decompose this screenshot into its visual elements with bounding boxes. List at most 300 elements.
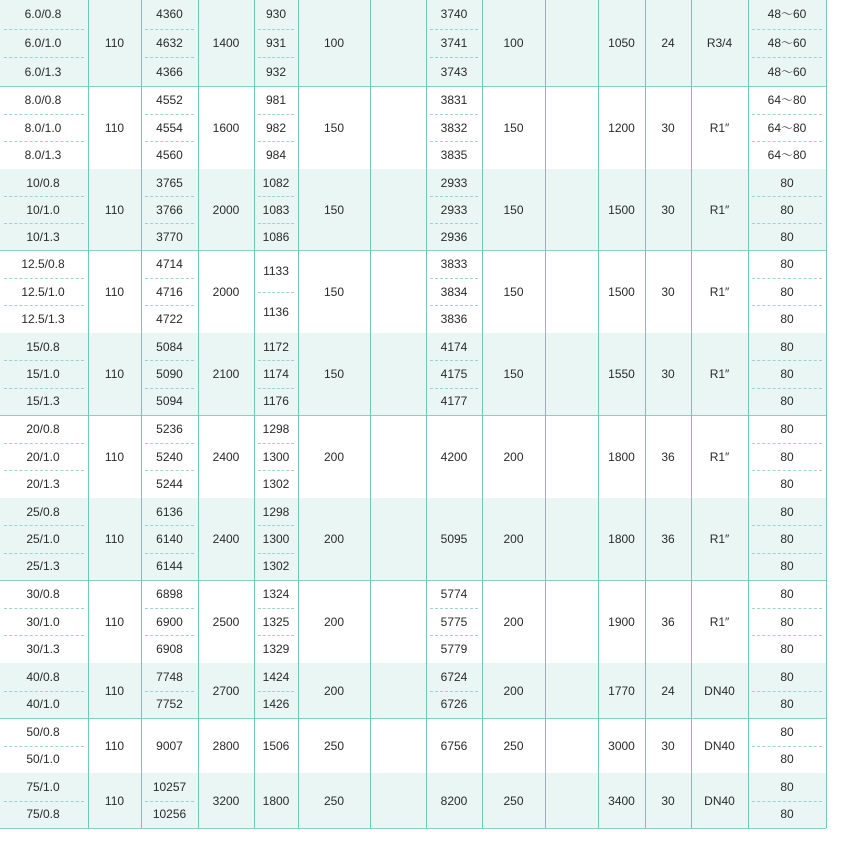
row-divider <box>752 470 822 471</box>
model-cell: 6.0/0.8 <box>24 7 62 22</box>
spec-cell: 24 <box>661 36 675 50</box>
spec-cell: 200 <box>323 449 345 464</box>
spec-cell: R1″ <box>709 614 730 629</box>
spec-cell: 80 <box>780 477 794 492</box>
spec-cell: 80 <box>780 642 794 657</box>
spec-cell: 2800 <box>212 738 240 753</box>
row-divider <box>752 608 822 609</box>
row-divider <box>145 801 194 802</box>
spec-cell: 6908 <box>156 642 183 657</box>
spec-cell: 80 <box>780 339 794 354</box>
spec-cell: 80 <box>780 312 794 327</box>
spec-cell: R1″ <box>709 202 730 217</box>
column-divider <box>88 0 89 828</box>
spec-cell: 3834 <box>440 284 468 299</box>
row-divider <box>4 801 84 802</box>
table-row-group <box>0 0 826 86</box>
model-cell: 40/0.8 <box>26 669 60 684</box>
spec-cell: 3770 <box>156 229 183 244</box>
row-divider <box>4 525 84 526</box>
spec-cell: 3000 <box>608 738 635 753</box>
spec-cell: 110 <box>104 449 125 464</box>
row-divider <box>258 196 294 197</box>
model-cell: 30/0.8 <box>26 586 60 601</box>
row-divider <box>4 196 84 197</box>
spec-cell: 200 <box>323 614 345 629</box>
row-divider <box>430 388 478 389</box>
spec-cell: 110 <box>104 36 125 50</box>
spec-cell: 80 <box>780 779 794 794</box>
spec-cell: 200 <box>503 532 524 546</box>
model-cell: 10/1.0 <box>26 202 60 217</box>
spec-cell: 200 <box>503 614 524 629</box>
spec-cell: 1500 <box>608 202 635 217</box>
spec-cell: 100 <box>503 36 524 50</box>
spec-cell: 1424 <box>262 669 290 684</box>
spec-cell: 1200 <box>608 120 635 135</box>
spec-cell: 80 <box>780 256 794 271</box>
spec-cell: 1174 <box>263 367 289 381</box>
model-cell: 10/1.3 <box>26 229 60 244</box>
spec-cell: 250 <box>323 738 345 753</box>
spec-cell: 80 <box>780 394 794 409</box>
spec-cell: 4716 <box>156 284 183 299</box>
spec-cell: R1″ <box>709 120 730 135</box>
spec-cell: 4632 <box>156 36 183 50</box>
row-divider <box>430 29 478 30</box>
spec-cell: 2500 <box>212 614 240 629</box>
model-cell: 6.0/1.3 <box>24 64 62 79</box>
spec-cell: R1″ <box>709 449 730 464</box>
spec-cell: 80 <box>780 175 794 190</box>
spec-cell: 6140 <box>156 532 183 546</box>
row-divider <box>258 57 294 58</box>
table-row-group <box>0 415 826 498</box>
spec-cell: 1136 <box>263 305 289 320</box>
model-cell: 10/0.8 <box>26 175 60 190</box>
spec-cell: 1298 <box>262 504 290 519</box>
row-divider <box>258 292 294 293</box>
spec-cell: 48～60 <box>767 7 807 22</box>
model-cell: 6.0/1.0 <box>24 36 62 50</box>
model-cell: 20/0.8 <box>26 421 60 436</box>
spec-cell: 30 <box>661 284 675 299</box>
spec-cell: 7752 <box>156 697 183 712</box>
spec-cell: 10256 <box>152 807 187 822</box>
row-divider <box>258 360 294 361</box>
spec-cell: 1086 <box>262 229 290 244</box>
table-row-group <box>0 498 826 580</box>
row-divider <box>145 223 194 224</box>
row-divider <box>258 691 294 692</box>
row-divider <box>430 360 478 361</box>
table-row-group <box>0 718 826 773</box>
row-divider <box>430 114 478 115</box>
spec-cell: 80 <box>780 449 794 464</box>
spec-cell: 1298 <box>262 421 290 436</box>
row-divider <box>430 196 478 197</box>
spec-cell: R3/4 <box>706 36 733 50</box>
column-divider <box>482 0 483 828</box>
spec-cell: 5779 <box>440 642 468 657</box>
row-divider <box>752 801 822 802</box>
spec-cell: 250 <box>323 793 345 808</box>
spec-cell: 1300 <box>262 449 290 464</box>
spec-cell: 64～80 <box>767 120 807 135</box>
column-divider <box>254 0 255 828</box>
spec-cell: 150 <box>503 284 524 299</box>
spec-cell: 2400 <box>212 449 240 464</box>
spec-cell: 1800 <box>608 449 635 464</box>
spec-cell: 110 <box>104 532 125 546</box>
spec-cell: 1302 <box>262 559 290 574</box>
table-row-group <box>0 333 826 415</box>
row-divider <box>145 525 194 526</box>
column-divider <box>748 0 749 828</box>
spec-cell: 1600 <box>212 120 240 135</box>
spec-cell: 36 <box>661 449 675 464</box>
spec-cell: R1″ <box>709 284 730 299</box>
row-divider <box>4 114 84 115</box>
row-divider <box>258 608 294 609</box>
row-divider <box>4 223 84 224</box>
spec-cell: 3765 <box>156 175 183 190</box>
spec-cell: 931 <box>265 36 287 50</box>
model-cell: 8.0/1.0 <box>24 120 62 135</box>
spec-cell: 4722 <box>156 312 183 327</box>
table-row-group <box>0 169 826 250</box>
spec-cell: 1300 <box>262 532 290 546</box>
row-divider <box>258 388 294 389</box>
spec-cell: 6726 <box>440 697 468 712</box>
row-divider <box>752 443 822 444</box>
spec-cell: 5084 <box>156 339 183 354</box>
model-cell: 25/1.0 <box>26 532 60 546</box>
spec-cell: 200 <box>503 449 524 464</box>
spec-cell: 36 <box>661 532 675 546</box>
row-divider <box>4 553 84 554</box>
model-cell: 20/1.0 <box>26 449 60 464</box>
row-divider <box>4 608 84 609</box>
row-divider <box>258 114 294 115</box>
model-cell: 12.5/1.3 <box>21 312 65 327</box>
spec-cell: 3740 <box>440 7 468 22</box>
table-row-group <box>0 773 826 828</box>
spec-cell: 1324 <box>262 586 290 601</box>
spec-cell: 4200 <box>440 449 468 464</box>
spec-cell: 1400 <box>212 36 240 50</box>
spec-cell: 5094 <box>156 394 183 409</box>
spec-cell: R1″ <box>709 367 730 381</box>
spec-cell: 36 <box>661 614 675 629</box>
row-divider <box>258 141 294 142</box>
row-divider <box>145 305 194 306</box>
row-divider <box>4 470 84 471</box>
row-divider <box>430 635 478 636</box>
row-divider <box>258 525 294 526</box>
row-divider <box>145 608 194 609</box>
spec-cell: 1176 <box>263 394 289 409</box>
spec-cell: 150 <box>503 120 524 135</box>
spec-cell: 4175 <box>440 367 468 381</box>
row-divider <box>145 29 194 30</box>
spec-cell: 4174 <box>440 339 468 354</box>
row-divider <box>145 553 194 554</box>
spec-cell: 80 <box>780 724 794 739</box>
row-divider <box>4 57 84 58</box>
spec-cell: 3833 <box>440 256 468 271</box>
spec-cell: 5774 <box>440 586 468 601</box>
model-cell: 12.5/1.0 <box>21 284 65 299</box>
row-divider <box>752 57 822 58</box>
column-divider <box>598 0 599 828</box>
spec-cell: 4177 <box>440 394 468 409</box>
spec-cell: 200 <box>323 683 345 698</box>
row-divider <box>752 278 822 279</box>
spec-cell: 80 <box>780 367 794 381</box>
spec-cell: 5244 <box>156 477 183 492</box>
row-divider <box>258 470 294 471</box>
spec-cell: 2000 <box>212 284 240 299</box>
model-cell: 30/1.0 <box>26 614 60 629</box>
spec-cell: 80 <box>780 614 794 629</box>
column-divider <box>826 0 827 828</box>
spec-cell: 2700 <box>212 683 240 698</box>
row-divider <box>4 635 84 636</box>
row-divider <box>258 635 294 636</box>
spec-cell: 150 <box>503 367 524 381</box>
spec-cell: 3835 <box>440 148 468 163</box>
column-divider <box>691 0 692 828</box>
spec-cell: 110 <box>104 793 125 808</box>
spec-cell: 1426 <box>262 697 290 712</box>
spec-cell: 2936 <box>440 229 468 244</box>
spec-cell: 4360 <box>156 7 183 22</box>
spec-cell: 80 <box>780 586 794 601</box>
spec-cell: 4552 <box>156 92 183 107</box>
row-divider <box>4 305 84 306</box>
row-divider <box>752 360 822 361</box>
column-divider <box>198 0 199 828</box>
spec-cell: 981 <box>265 92 287 107</box>
spec-cell: DN40 <box>704 793 735 808</box>
row-divider <box>4 278 84 279</box>
spec-cell: 1900 <box>608 614 635 629</box>
spec-cell: 30 <box>661 738 675 753</box>
spec-cell: 80 <box>780 504 794 519</box>
spec-cell: 110 <box>104 202 125 217</box>
spec-cell: 80 <box>780 229 794 244</box>
spec-cell: 64～80 <box>767 92 807 107</box>
row-divider <box>145 360 194 361</box>
spec-cell: 6144 <box>156 559 183 574</box>
spec-cell: 80 <box>780 532 794 546</box>
spec-cell: 80 <box>780 284 794 299</box>
spec-cell: 2000 <box>212 202 240 217</box>
spec-cell: 10257 <box>152 779 187 794</box>
spec-cell: 5775 <box>440 614 468 629</box>
spec-cell: 150 <box>323 284 345 299</box>
row-divider <box>145 114 194 115</box>
row-divider <box>752 635 822 636</box>
spec-cell: 200 <box>323 532 345 546</box>
row-divider <box>752 305 822 306</box>
row-divider <box>752 223 822 224</box>
model-cell: 15/1.3 <box>26 394 60 409</box>
spec-cell: 3200 <box>212 793 240 808</box>
spec-cell: 3831 <box>440 92 468 107</box>
row-divider <box>258 223 294 224</box>
spec-cell: 150 <box>323 367 345 381</box>
row-divider <box>752 691 822 692</box>
spec-cell: 48～60 <box>767 36 807 50</box>
spec-cell: 2400 <box>212 532 240 546</box>
table-row-group <box>0 580 826 663</box>
row-divider <box>430 305 478 306</box>
spec-cell: 1083 <box>262 202 290 217</box>
spec-cell: 8200 <box>440 793 468 808</box>
spec-cell: 110 <box>104 738 125 753</box>
column-divider <box>298 0 299 828</box>
model-cell: 75/1.0 <box>26 779 60 794</box>
row-divider <box>752 29 822 30</box>
row-divider <box>4 141 84 142</box>
spec-cell: 150 <box>323 202 345 217</box>
row-divider <box>752 553 822 554</box>
row-divider <box>752 196 822 197</box>
spec-cell: 6900 <box>156 614 183 629</box>
model-cell: 8.0/1.3 <box>24 148 62 163</box>
spec-cell: 80 <box>780 669 794 684</box>
spec-cell: 1050 <box>608 36 635 50</box>
spec-cell: 1550 <box>608 367 635 381</box>
column-divider <box>645 0 646 828</box>
spec-cell: 4560 <box>156 148 183 163</box>
spec-cell: 24 <box>661 683 675 698</box>
row-divider <box>430 141 478 142</box>
spec-cell: 64～80 <box>767 148 807 163</box>
spec-cell: DN40 <box>704 738 735 753</box>
row-divider <box>430 57 478 58</box>
row-divider <box>4 388 84 389</box>
group-divider <box>0 828 826 829</box>
spec-cell: 80 <box>780 421 794 436</box>
spec-cell: 250 <box>503 738 524 753</box>
model-cell: 25/1.3 <box>26 559 60 574</box>
row-divider <box>4 360 84 361</box>
row-divider <box>752 114 822 115</box>
row-divider <box>258 29 294 30</box>
spec-cell: 200 <box>503 683 524 698</box>
spec-cell: 1500 <box>608 284 635 299</box>
spec-cell: 110 <box>104 614 125 629</box>
spec-cell: 4554 <box>156 120 183 135</box>
row-divider <box>4 29 84 30</box>
row-divider <box>145 635 194 636</box>
spec-cell: 1800 <box>608 532 635 546</box>
spec-cell: 150 <box>503 202 524 217</box>
spec-cell: 250 <box>503 793 524 808</box>
spec-cell: 100 <box>323 36 345 50</box>
spec-cell: 9007 <box>156 738 183 753</box>
spec-cell: 30 <box>661 793 675 808</box>
row-divider <box>145 278 194 279</box>
model-cell: 30/1.3 <box>26 642 60 657</box>
model-cell: 15/0.8 <box>26 339 60 354</box>
model-cell: 15/1.0 <box>26 367 60 381</box>
table-row-group <box>0 86 826 169</box>
spec-cell: 30 <box>661 202 675 217</box>
table-row-group <box>0 663 826 718</box>
row-divider <box>430 608 478 609</box>
row-divider <box>752 746 822 747</box>
spec-cell: 6136 <box>156 504 183 519</box>
column-divider <box>370 0 371 828</box>
spec-cell: 30 <box>661 367 675 381</box>
model-cell: 50/1.0 <box>26 752 60 767</box>
spec-cell: 1302 <box>262 477 290 492</box>
spec-cell: 110 <box>104 367 125 381</box>
spec-cell: 1325 <box>262 614 290 629</box>
spec-cell: 80 <box>780 202 794 217</box>
spec-cell: 3836 <box>440 312 468 327</box>
model-cell: 40/1.0 <box>26 697 60 712</box>
row-divider <box>145 443 194 444</box>
spec-cell: 5236 <box>156 421 183 436</box>
row-divider <box>258 553 294 554</box>
spec-cell: 3743 <box>440 64 468 79</box>
spec-cell: 5090 <box>156 367 183 381</box>
spec-cell: 48～60 <box>767 64 807 79</box>
model-cell: 75/0.8 <box>26 807 60 822</box>
spec-cell: DN40 <box>704 683 735 698</box>
spec-cell: 982 <box>265 120 287 135</box>
spec-cell: 6756 <box>440 738 468 753</box>
spec-cell: 3832 <box>440 120 468 135</box>
model-cell: 12.5/0.8 <box>21 256 65 271</box>
spec-cell: 80 <box>780 697 794 712</box>
row-divider <box>145 470 194 471</box>
spec-cell: 80 <box>780 807 794 822</box>
row-divider <box>752 388 822 389</box>
spec-cell: 984 <box>265 148 287 163</box>
spec-cell: 110 <box>104 683 125 698</box>
row-divider <box>145 196 194 197</box>
spec-cell: 4714 <box>156 256 183 271</box>
row-divider <box>430 691 478 692</box>
model-cell: 50/0.8 <box>26 724 60 739</box>
model-cell: 25/0.8 <box>26 504 60 519</box>
column-divider <box>426 0 427 828</box>
spec-cell: 7748 <box>156 669 183 684</box>
spec-cell: 1329 <box>262 642 290 657</box>
spec-cell: 2933 <box>440 202 468 217</box>
spec-cell: 30 <box>661 120 675 135</box>
spec-cell: 4366 <box>156 64 183 79</box>
spec-cell: 2933 <box>440 175 468 190</box>
model-cell: 8.0/0.8 <box>24 92 62 107</box>
spec-cell: 5095 <box>440 532 468 546</box>
spec-cell: 1800 <box>262 793 290 808</box>
table-row-group <box>0 250 826 333</box>
column-divider <box>141 0 142 828</box>
spec-cell: 80 <box>780 752 794 767</box>
spec-cell: 930 <box>265 7 287 22</box>
spec-cell: 1133 <box>263 263 289 278</box>
spec-cell: 1506 <box>262 738 290 753</box>
spec-cell: 1082 <box>262 175 290 190</box>
model-cell: 20/1.3 <box>26 477 60 492</box>
